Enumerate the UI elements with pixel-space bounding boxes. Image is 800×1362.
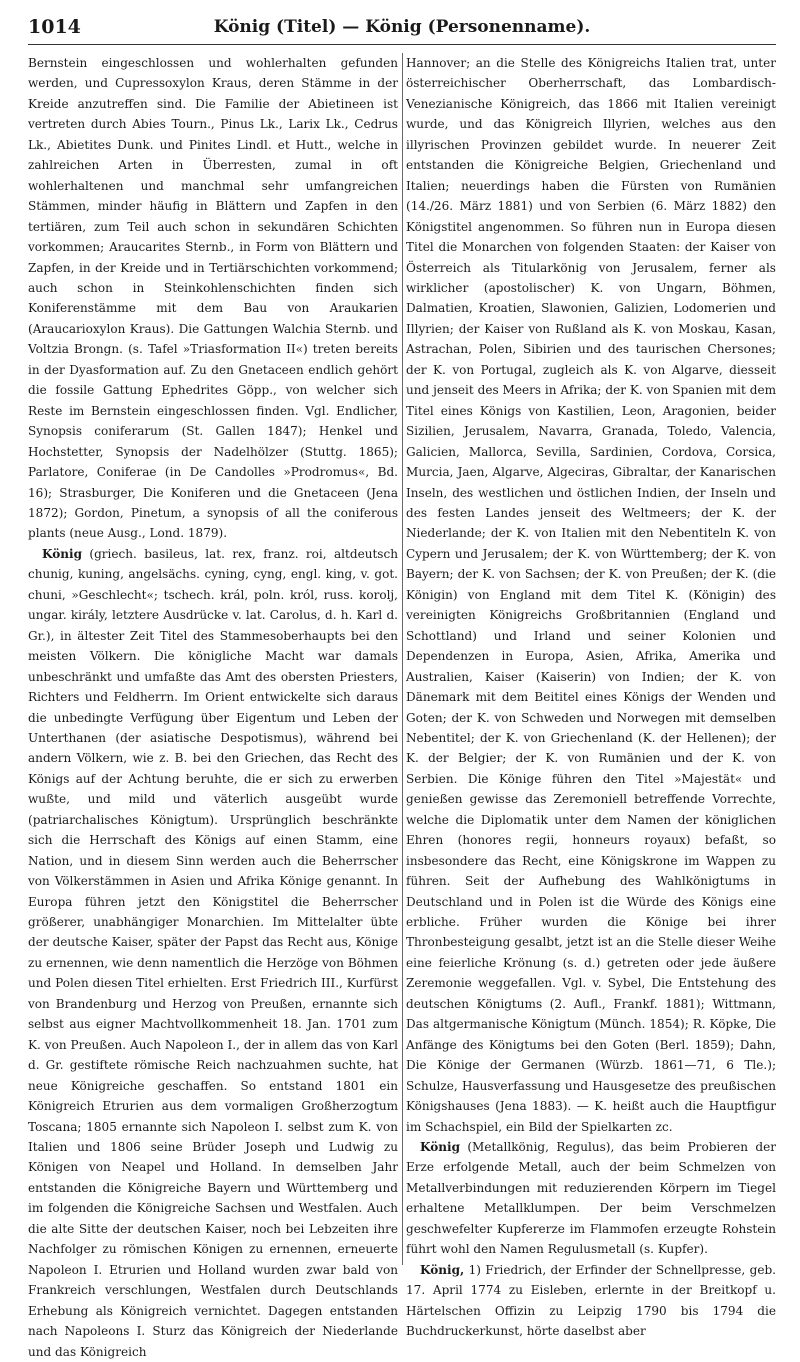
- left-column: [28, 53, 398, 1359]
- entry-paragraph: [28, 53, 398, 544]
- page-number: 1014: [28, 16, 81, 38]
- entry-text: 1) Friedrich, der Erfinder der Schnellpresse, geb. 17. April 1774 zu Eisleben, erlernte in der Breitkopf u. Härtelschen Offizin zu Leipzig 1790 bis 1794 die Buchdruckerkunst, hörte daselbst aber: [406, 1262, 776, 1339]
- entry-headword: König: [420, 1140, 460, 1155]
- running-head: König (Titel) — König (Personenname).: [213, 17, 591, 37]
- page-header: [28, 14, 776, 45]
- entry-text: (Metallkönig, Regulus), das beim Probieren der Erze erfolgende Metall, auch der beim Schmelzen von Metallverbindungen mit reduzierenden Körpern im Tiegel erhaltene Metallklumpen. Der beim Verschmelzen geschwefelter Kupfererze im Flammofen erzeugte Rohstein führt wohl den Namen Regulusmetall (s. Kupfer).: [406, 1140, 776, 1257]
- right-column: [406, 53, 776, 1339]
- entry-headword: König,: [420, 1262, 465, 1277]
- entry-paragraph: [406, 53, 776, 1137]
- column-divider: [402, 53, 403, 1265]
- entry-text: Bernstein eingeschlossen und wohlerhalten gefunden werden, und Cupressoxylon Kraus, deren Stämme in der Kreide anzutreffen sind. Die Familie der Abietineen ist vertreten durch Abies Tourn., Pinus Lk., Larix Lk., Cedrus Lk., Abietites Dunk. und Pinites Lindl. et Hutt., welche in zahlreichen Arten in Überresten, zumal in oft wohlerhaltenen und manchmal sehr umfangreichen Stämmen, minder häufig in Blättern und Zapfen in den tertiären, zum Teil auch schon in sekundären Schichten vorkommen; Araucarites Sternb., in Form von Blättern und Zapfen, in der Kreide und in Tertiärschichten vorkommend; auch schon in Steinkohlenschichten finden sich Koniferenstämme mit dem Bau von Araukarien (Araucarioxylon Kraus). Die Gattungen Walchia Sternb. und Voltzia Brongn. (s. Tafel »Triasformation II«) treten bereits in der Dyasformation auf. Zu den Gnetaceen endlich gehört die fossile Gattung Ephedrites Göpp., von welcher sich Reste im Bernstein eingeschlossen finden. Vgl. Endlicher, Synopsis coniferarum (St. Gallen 1847); Henkel und Hochstetter, Synopsis der Nadelhölzer (Stuttg. 1865); Parlatore, Coniferae (in De Candolles »Prodromus«, Bd. 16); Strasburger, Die Koniferen und die Gnetaceen (Jena 1872); Gordon, Pinetum, a synopsis of all the coniferous plants (neue Ausg., Lond. 1879).: [28, 56, 398, 541]
- text-columns: [28, 53, 776, 1359]
- entry-text: (griech. basileus, lat. rex, franz. roi, altdeutsch chunig, kuning, angelsächs. cyning, cyng, engl. king, v. got. chuni, »Geschlecht«; tschech. král, poln. król, russ. korolj, ungar. király, letztere Ausdrücke v. lat. Carolus, d. h. Karl d. Gr.), in ältester Zeit Titel des Stammesoberhaupts bei den meisten Völkern. Die königliche Macht war damals unbeschränkt und umfaßte das Amt des obersten Priesters, Richters und Feldherrn. Im Orient entwickelte sich daraus die unbedingte Verfügung über Eigentum und Leben der Unterthanen (der asiatische Despotismus), während bei andern Völkern, wie z. B. bei den Griechen, das Recht des Königs auf der Achtung beruhte, die er sich zu erwerben wußte, und mild und väterlich ausgeübt wurde (patriarchalisches Königtum). Ursprünglich beschränkte sich die Herrschaft des Königs auf einen Stamm, eine Nation, und in diesem Sinn werden auch die Beherrscher von Völkerstämmen in Asien und Afrika Könige genannt. In Europa führen jetzt den Königstitel die Beherrscher größerer, unabhängiger Monarchien. Im Mittelalter übte der deutsche Kaiser, später der Papst das Recht aus, Könige zu ernennen, wie denn namentlich die Herzöge von Böhmen und Polen diesen Titel erhielten. Erst Friedrich III., Kurfürst von Brandenburg und Herzog von Preußen, ernannte sich selbst aus eigner Machtvollkommenheit 18. Jan. 1701 zum K. von Preußen. Auch Napoleon I., der in allem das von Karl d. Gr. gestiftete römische Reich nachzuahmen suchte, hat neue Königreiche geschaffen. So entstand 1801 ein Königreich Etrurien aus dem vormaligen Großherzogtum Toscana; 1805 ernannte sich Napoleon I. selbst zum K. von Italien und 1806 seine Brüder Joseph und Ludwig zu Königen von Neapel und Holland. In demselben Jahr entstanden die Königreiche Bayern und Württemberg und im folgenden die Königreiche Sachsen und Westfalen. Auch die alte Sitte der deutschen Kaiser, noch bei Lebzeiten ihre Nachfolger zu römischen Königen zu ernennen, erneuerte Napoleon I. Etrurien und Holland wurden zwar bald von Frankreich verschlungen, Westfalen durch Deutschlands Erhebung als Königreich vernichtet. Dagegen entstanden nach Napoleons I. Sturz das Königreich der Niederlande und das Königreich: [28, 546, 398, 1359]
- entry-paragraph: [28, 544, 398, 1362]
- entry-text: Hannover; an die Stelle des Königreichs Italien trat, unter österreichischer Oberherrschaft, das Lombardisch-Venezianische Königreich, das 1866 mit Italien vereinigt wurde, und das Königreich Illyrien, welches aus den illyrischen Provinzen gebildet wurde. In neuerer Zeit entstanden die Königreiche Belgien, Griechenland und Italien; neuerdings haben die Fürsten von Rumänien (14./26. März 1881) und von Serbien (6. März 1882) den Königstitel angenommen. So führen nun in Europa diesen Titel die Monarchen von folgenden Staaten: der Kaiser von Österreich als Titularkönig von Jerusalem, ferner als wirklicher (apostolischer) K. von Ungarn, Böhmen, Dalmatien, Kroatien, Slawonien, Galizien, Lodomerien und Illyrien; der Kaiser von Rußland als K. von Moskau, Kasan, Astrachan, Polen, Sibirien und des taurischen Chersones; der K. von Portugal, zugleich als K. von Algarve, diesseit und jenseit des Meers in Afrika; der K. von Spanien mit dem Titel eines Königs von Kastilien, Leon, Aragonien, beider Sizilien, Jerusalem, Navarra, Granada, Toledo, Valencia, Galicien, Mallorca, Sevilla, Sardinien, Cordova, Corsica, Murcia, Jaen, Algarve, Algeciras, Gibraltar, der Kanarischen Inseln, des westlichen und östlichen Indien, der Inseln und des festen Landes jenseit des Weltmeers; der K. der Niederlande; der K. von Italien mit den Nebentiteln K. von Cypern und Jerusalem; der K. von Württemberg; der K. von Bayern; der K. von Sachsen; der K. von Preußen; der K. (die Königin) von England mit dem Titel K. (Königin) des vereinigten Königreichs Großbritannien (England und Schottland) und Irland und seiner Kolonien und Dependenzen in Europa, Asien, Afrika, Amerika und Australien, Kaiser (Kaiserin) von Indien; der K. von Dänemark mit dem Beititel eines Königs der Wenden und Goten; der K. von Schweden und Norwegen mit demselben Nebentitel; der K. von Griechenland (K. der Hellenen); der K. der Belgier; der K. von Rumänien und der K. von Serbien. Die Könige führen den Titel »Majestät« und genießen gewisse das Zeremoniell betreffende Vorrechte, welche die Diplomatik unter dem Namen der königlichen Ehren (honores regii, honneurs royaux) befaßt, so insbesondere das Recht, eine Königskrone im Wappen zu führen. Seit der Aufhebung des Wahlkönigtums in Deutschland und in Polen ist die Würde des Königs eine erbliche. Früher wurden die Könige bei ihrer Thronbesteigung gesalbt, jetzt ist an die Stelle dieser Weihe eine feierliche Krönung (s. d.) getreten oder jede äußere Zeremonie weggefallen. Vgl. v. Sybel, Die Entstehung des deutschen Königtums (2. Aufl., Frankf. 1881); Wittmann, Das altgermanische Königtum (Münch. 1854); R. Köpke, Die Anfänge des Königtums bei den Goten (Berl. 1859); Dahn, Die Könige der Germanen (Würzb. 1861—71, 6 Tle.); Schulze, Hausverfassung und Hausgesetze des preußischen Königshauses (Jena 1883). — K. heißt auch die Hauptfigur im Schachspiel, ein Bild der Spielkarten zc.: [406, 56, 776, 1134]
- entry-paragraph: [406, 1137, 776, 1260]
- entry-paragraph: [406, 1260, 776, 1342]
- entry-headword: König: [42, 546, 82, 561]
